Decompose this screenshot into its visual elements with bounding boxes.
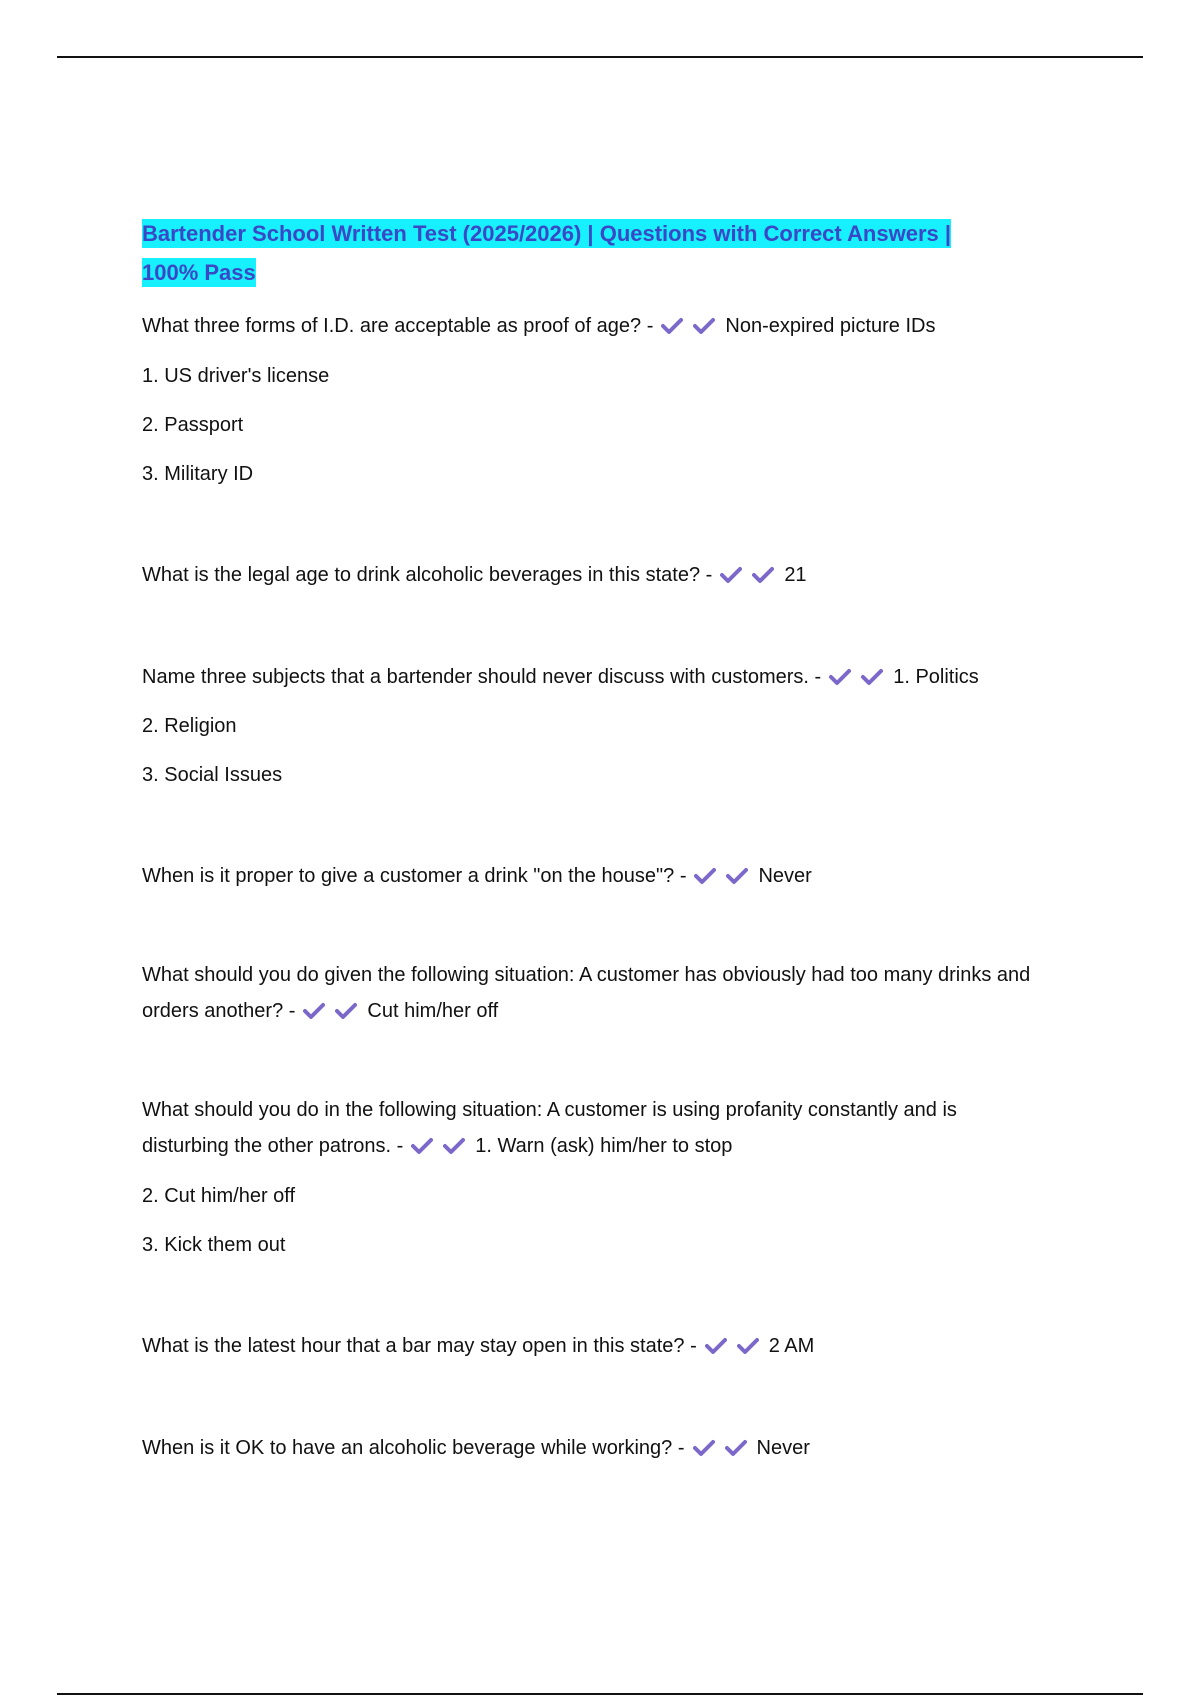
qa-question-7 <box>142 1333 814 1359</box>
double-check-icon <box>705 1333 769 1359</box>
qa-question-1 <box>142 313 935 339</box>
document-title <box>142 214 1042 292</box>
top-rule <box>57 56 1143 58</box>
title-line-2: 100% Pass <box>142 260 256 285</box>
answer-text: 1. Politics <box>893 666 979 688</box>
bottom-rule <box>57 1693 1143 1695</box>
list-item: 3. Social Issues <box>142 764 283 786</box>
question-text: What is the legal age to drink alcoholic beverages in this state? - <box>142 564 713 586</box>
qa-question-3 <box>142 664 979 690</box>
answer-text: 2 AM <box>768 1335 815 1357</box>
double-check-icon <box>829 664 893 690</box>
list-item: 2. Passport <box>142 414 244 436</box>
list-item: 2. Cut him/her off <box>142 1185 296 1207</box>
answer-text: Cut him/her off <box>367 1000 499 1022</box>
answer-text: Never <box>756 1437 810 1459</box>
list-item: 3. Military ID <box>142 463 254 485</box>
qa-question-6 <box>142 1092 1042 1164</box>
question-text: What should you do given the following situation: A customer has obviously had too many drinks and orders another? - <box>142 964 1031 1022</box>
question-text: What should you do in the following situation: A customer is using profanity constantly and is disturbing the other patrons. - <box>142 1099 957 1157</box>
double-check-icon <box>411 1128 475 1164</box>
qa-question-5 <box>142 957 1042 1029</box>
question-text: What is the latest hour that a bar may stay open in this state? - <box>142 1335 697 1357</box>
qa-question-4 <box>142 863 812 889</box>
list-item: 2. Religion <box>142 715 237 737</box>
double-check-icon <box>661 313 725 339</box>
answer-text: Never <box>758 865 812 887</box>
answer-text: 21 <box>784 564 807 586</box>
question-text: What three forms of I.D. are acceptable as proof of age? - <box>142 315 654 337</box>
answer-text: Non-expired picture IDs <box>725 315 936 337</box>
double-check-icon <box>720 562 784 588</box>
question-text: When is it OK to have an alcoholic beverage while working? - <box>142 1437 685 1459</box>
question-text: When is it proper to give a customer a drink "on the house"? - <box>142 865 687 887</box>
double-check-icon <box>303 993 367 1029</box>
double-check-icon <box>693 1435 757 1461</box>
question-text: Name three subjects that a bartender should never discuss with customers. - <box>142 666 822 688</box>
list-item: 1. US driver's license <box>142 365 330 387</box>
title-line-1: Bartender School Written Test (2025/2026) | Questions with Correct Answers | <box>142 221 952 246</box>
qa-question-8 <box>142 1435 810 1461</box>
list-item: 3. Kick them out <box>142 1234 286 1256</box>
qa-question-2 <box>142 562 807 588</box>
double-check-icon <box>694 863 758 889</box>
answer-text: 1. Warn (ask) him/her to stop <box>475 1135 733 1157</box>
